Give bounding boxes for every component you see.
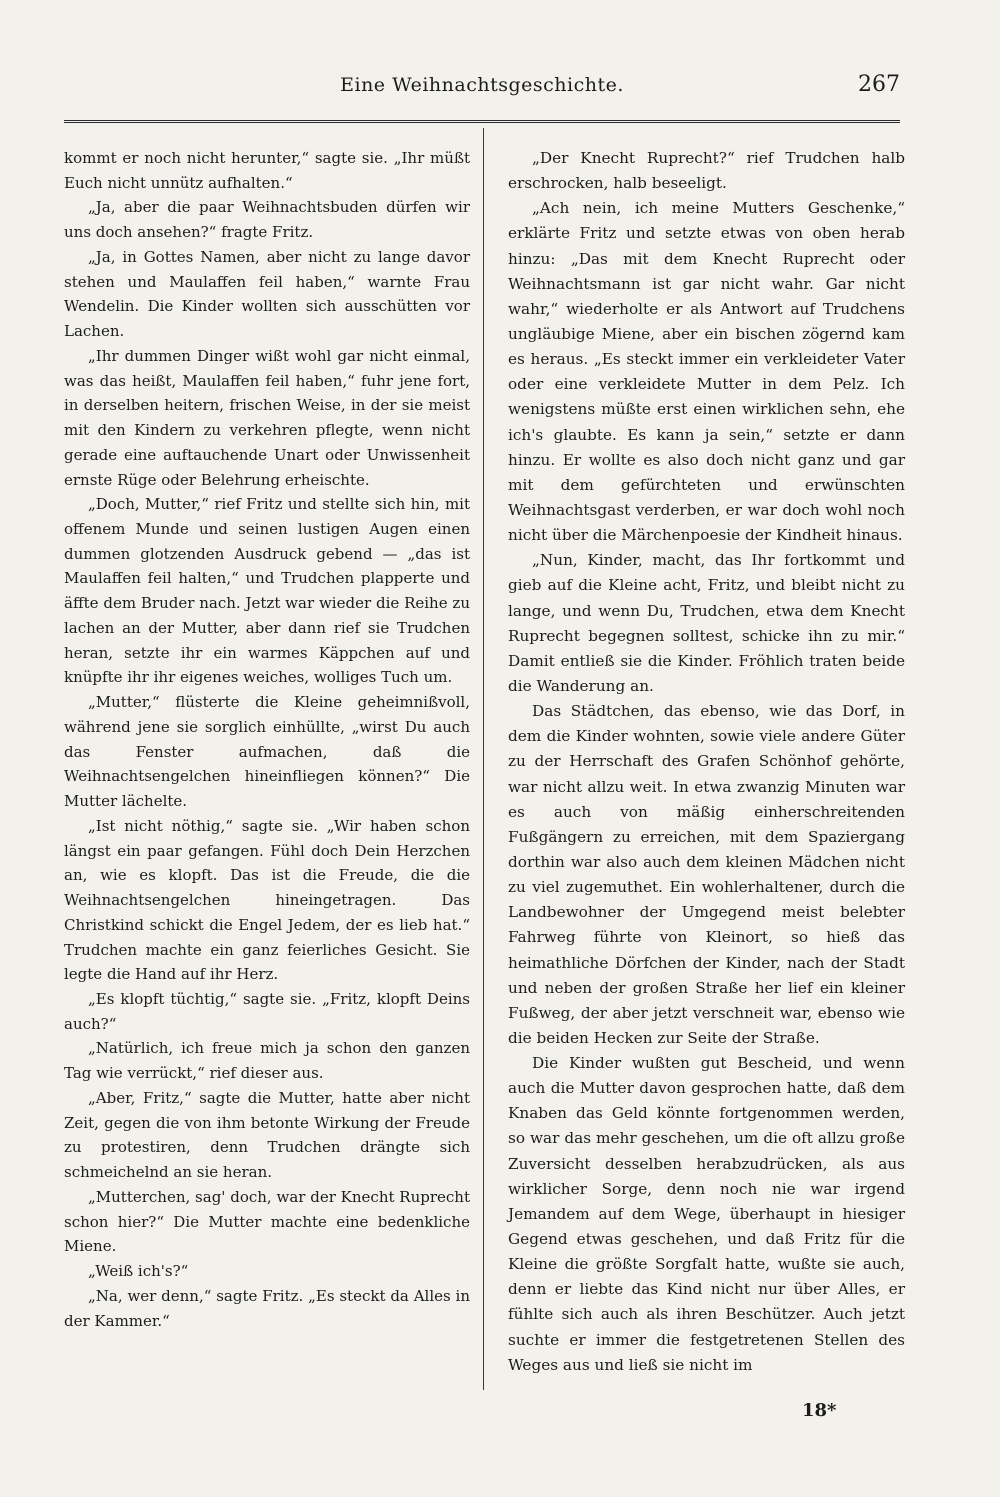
paragraph: Die Kinder wußten gut Bescheid, und wenn auch die Mutter davon gesprochen hatte, daß dem Knaben das Geld könnte fortgenommen werden, so war das mehr geschehen, um die oft allzu große Zuversicht desselben herabzudrücken, als aus wirklicher Sorge, denn noch nie war irgend Jemandem auf dem Wege, überhaupt in hiesiger Gegend etwas geschehen, und daß Fritz für die Kleine die größte Sorgfalt hatte, wußte sie auch, denn er liebte das Kind nicht nur über Alles, er fühlte sich auch als ihren Beschützer. Auch jetzt suchte er immer die festgetretenen Stellen des Weges aus und ließ sie nicht im xyxy=(508,1054,905,1374)
column-divider xyxy=(483,128,484,1390)
header-rule xyxy=(64,120,900,123)
paragraph: kommt er noch nicht herunter,“ sagte sie. „Ihr müßt Euch nicht unnütz aufhalten.“ xyxy=(64,149,470,192)
paragraph: Das Städtchen, das ebenso, wie das Dorf, in dem die Kinder wohnten, sowie viele andere Güter zu der Herrschaft des Grafen Schönhof gehörte, war nicht allzu weit. In etwa zwanzig Minuten war es auch von mäßig einherschreitenden Fußgängern zu erreichen, mit dem Spaziergang dorthin war also auch dem kleinen Mädchen nicht zu viel zugemuthet. Ein wohlerhaltener, durch die Landbewohner der Umgegend meist belebter Fahrweg führte von Kleinort, so hieß das heimathliche Dörfchen der Kinder, nach der Stadt und neben der großen Straße her lief ein kleiner Fußweg, der aber jetzt verschneit war, ebenso wie die beiden Hecken zur Seite der Straße. xyxy=(508,702,905,1047)
running-title: Eine Weihnachtsgeschichte. xyxy=(340,74,624,96)
paragraph: „Ist nicht nöthig,“ sagte sie. „Wir haben schon längst ein paar gefangen. Fühl doch Dein Herzchen an, wie es klopft. Das ist die Freude, die die Weihnachtsengelchen hineingetragen. Das Christkind schickt die Engel Jedem, der es lieb hat.“ Trudchen machte ein ganz feierliches Gesicht. Sie legte die Hand auf ihr Herz. xyxy=(64,816,470,984)
page-number: 267 xyxy=(858,72,900,97)
paragraph: „Der Knecht Ruprecht?“ rief Trudchen halb erschrocken, halb beseeligt. xyxy=(508,149,905,193)
paragraph: „Ja, aber die paar Weihnachtsbuden dürfen wir uns doch ansehen?“ fragte Fritz. xyxy=(64,198,470,242)
paragraph: „Aber, Fritz,“ sagte die Mutter, hatte aber nicht Zeit, gegen die von ihm betonte Wirkung der Freude zu protestiren, denn Trudchen drängte sich schmeichelnd an sie heran. xyxy=(64,1088,470,1182)
paragraph: „Nun, Kinder, macht, das Ihr fortkommt und gieb auf die Kleine acht, Fritz, und bleibt nicht zu lange, und wenn Du, Trudchen, etwa dem Knecht Ruprecht begegnen solltest, schicke ihn zu mir.“ Damit entließ sie die Kinder. Fröhlich traten beide die Wanderung an. xyxy=(508,551,905,695)
paragraph: „Na, wer denn,“ sagte Fritz. „Es steckt da Alles in der Kammer.“ xyxy=(64,1286,470,1330)
right-column xyxy=(508,146,905,1378)
paragraph: „Natürlich, ich freue mich ja schon den ganzen Tag wie verrückt,“ rief dieser aus. xyxy=(64,1039,470,1083)
paragraph: „Doch, Mutter,“ rief Fritz und stellte sich hin, mit offenem Munde und seinen lustigen Augen einen dummen glotzenden Ausdruck gebend — „das ist Maulaffen feil halten,“ und Trudchen plapperte und äffte dem Bruder nach. Jetzt war wieder die Reihe zu lachen an der Mutter, aber dann rief sie Trudchen heran, setzte ihr ein warmes Käppchen auf und knüpfte ihr ihr eigenes weiches, wolliges Tuch um. xyxy=(64,495,470,687)
running-header xyxy=(64,74,900,104)
paragraph: „Mutterchen, sag' doch, war der Knecht Ruprecht schon hier?“ Die Mutter machte eine bedenkliche Miene. xyxy=(64,1187,470,1256)
paragraph: „Es klopft tüchtig,“ sagte sie. „Fritz, klopft Deins auch?“ xyxy=(64,989,470,1033)
paragraph: „Ja, in Gottes Namen, aber nicht zu lange davor stehen und Maulaffen feil haben,“ warnte Frau Wendelin. Die Kinder wollten sich ausschütten vor Lachen. xyxy=(64,247,470,341)
paragraph: „Ihr dummen Dinger wißt wohl gar nicht einmal, was das heißt, Maulaffen feil haben,“ fuhr jene fort, in derselben heitern, frischen Weise, in der sie meist mit den Kindern zu verkehren pflegte, wenn nicht gerade eine auftauchende Unart oder Unwissenheit ernste Rüge oder Belehrung erheischte. xyxy=(64,346,470,489)
paragraph: „Weiß ich's?“ xyxy=(88,1262,189,1281)
left-column xyxy=(64,146,470,1333)
paragraph: „Mutter,“ flüsterte die Kleine geheimnißvoll, während jene sie sorglich einhüllte, „wirst Du auch das Fenster aufmachen, daß die Weihnachtsengelchen hineinfliegen können?“ Die Mutter lächelte. xyxy=(64,693,470,811)
signature-mark: 18* xyxy=(802,1400,837,1421)
paragraph: „Ach nein, ich meine Mutters Geschenke,“ erklärte Fritz und setzte etwas von oben herab hinzu: „Das mit dem Knecht Ruprecht oder Weihnachtsmann ist gar nicht wahr. Gar nicht wahr,“ wiederholte er als Antwort auf Trudchens ungläubige Miene, aber ein bischen zögernd kam es heraus. „Es steckt immer ein verkleideter Vater oder eine verkleidete Mutter in dem Pelz. Ich wenigstens müßte erst einen wirklichen sehn, ehe ich's glaubte. Es kann ja sein,“ setzte er dann hinzu. Er wollte es also doch nicht ganz und gar mit dem gefürchteten und erwünschten Weihnachtsgast verderben, er war doch wohl noch nicht über die Märchenpoesie der Kindheit hinaus. xyxy=(508,199,905,545)
